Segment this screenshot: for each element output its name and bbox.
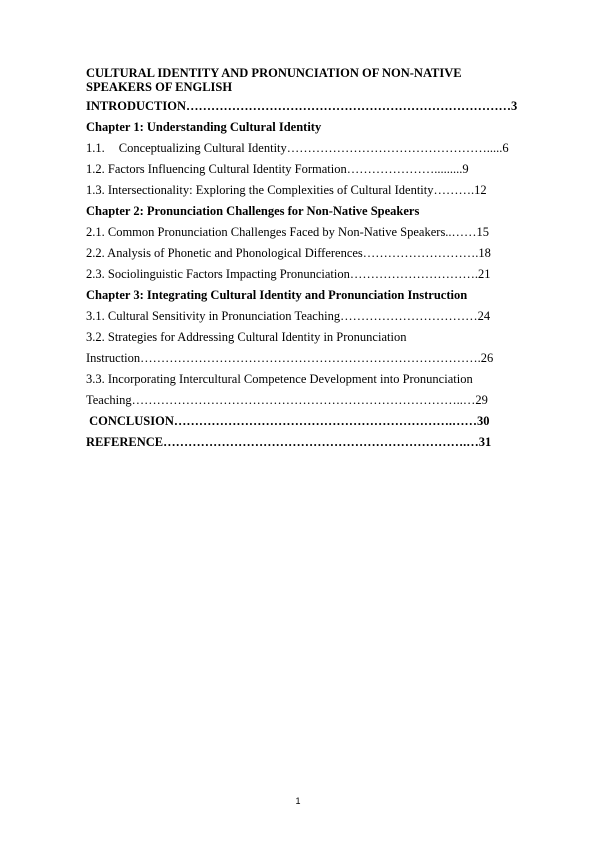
toc-section-3-3-line-2: Teaching……………………………………………………………………..…29 [86,393,488,407]
page-number: 1 [295,796,301,806]
document-title [86,66,542,94]
toc-section-1-1 [86,140,542,156]
title-line-1: CULTURAL IDENTITY AND PRONUNCIATION OF NON-NATIVE [86,66,462,80]
toc-section-3-2-line-2: Instruction……………………………………………………………………….26 [86,351,494,365]
toc-section-3-2-line-1: 3.2. Strategies for Addressing Cultural Identity in Pronunciation [86,330,407,344]
toc-conclusion: CONCLUSION………………………………………………………….……30 [86,414,490,428]
toc-section-2-3: 2.3. Sociolinguistic Factors Impacting Pronunciation………………………….21 [86,267,491,281]
toc-section-2-2: 2.2. Analysis of Phonetic and Phonological Differences……………………….18 [86,246,491,260]
toc-section-1-2: 1.2. Factors Influencing Cultural Identity Formation………………….........9 [86,162,469,176]
toc-section-3-3-line-1: 3.3. Incorporating Intercultural Competence Development into Pronunciation [86,372,473,386]
toc-introduction: INTRODUCTION……………………………………………………………………3 [86,99,518,113]
title-line-2: SPEAKERS OF ENGLISH [86,80,233,94]
toc-section-3-1: 3.1. Cultural Sensitivity in Pronunciation Teaching……………………………24 [86,309,491,323]
toc-chapter-1-heading: Chapter 1: Understanding Cultural Identity [86,120,322,134]
toc-section-2-1: 2.1. Common Pronunciation Challenges Faced by Non-Native Speakers..……15 [86,225,490,239]
table-of-contents [86,66,542,455]
toc-section-1-3: 1.3. Intersectionality: Exploring the Complexities of Cultural Identity……….12 [86,183,487,197]
toc-section-1-1-number: 1.1. [86,141,105,155]
toc-chapter-2-heading: Chapter 2: Pronunciation Challenges for Non-Native Speakers [86,204,420,218]
toc-section-1-1-text: Conceptualizing Cultural Identity………………………………………….....6 [118,141,509,155]
toc-chapter-3-heading: Chapter 3: Integrating Cultural Identity and Pronunciation Instruction [86,288,468,302]
toc-reference: REFERENCE……………………………………………………………….…31 [86,435,492,449]
